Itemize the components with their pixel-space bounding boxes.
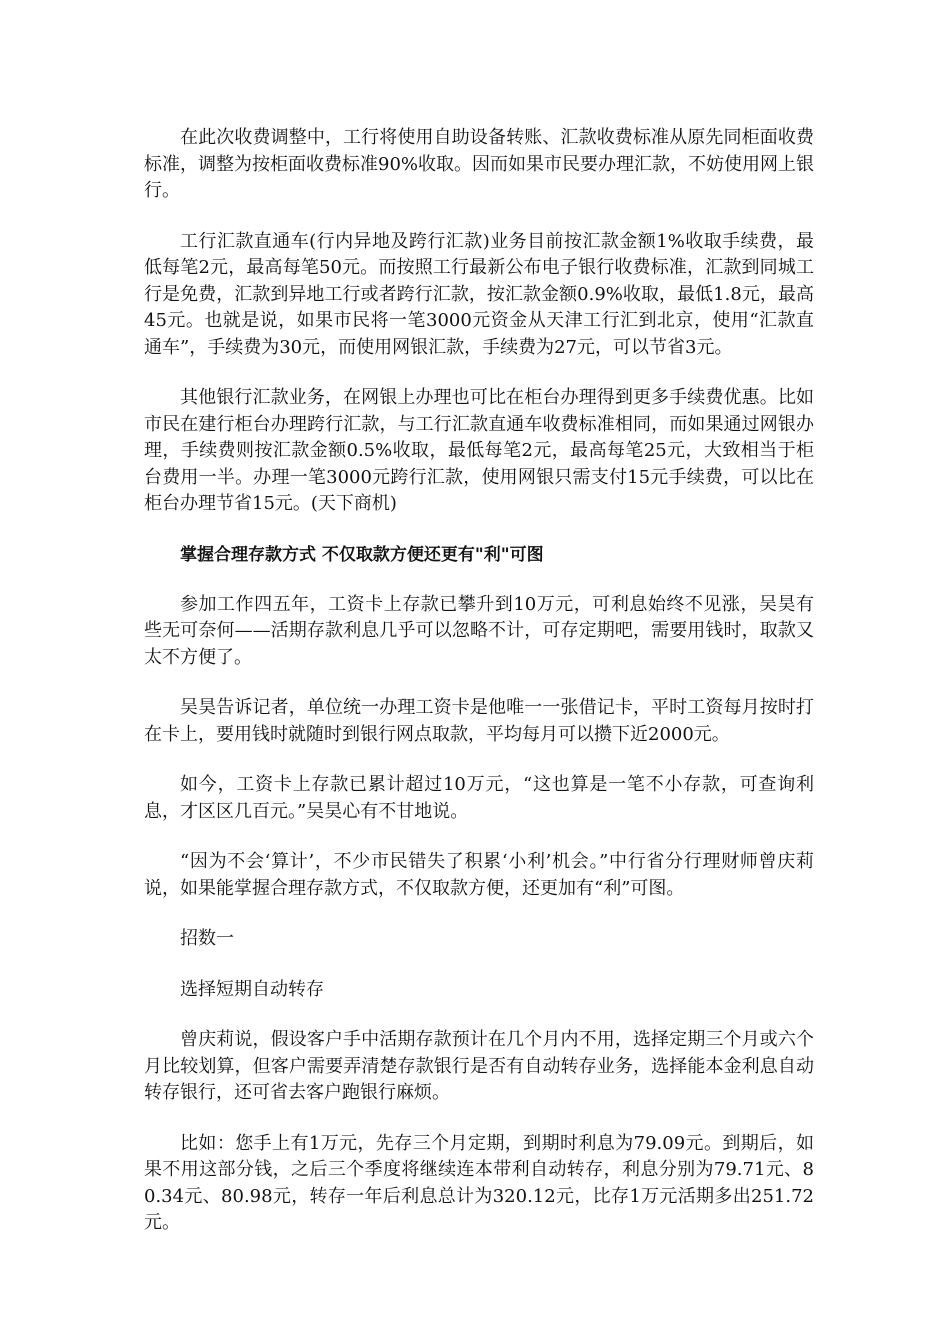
- paragraph-current-savings: 如今，工资卡上存款已累计超过10万元，“这也算是一笔不小存款，可查询利息，才区区几百元。”吴昊心有不甘地说。: [144, 774, 814, 822]
- paragraph-salary-card: 吴昊告诉记者，单位统一办理工资卡是他唯一一张借记卡，平时工资每月按时打在卡上，要用钱时就随时到银行网点取款，平均每月可以攒下近2000元。: [144, 697, 814, 745]
- tip-label: 招数一: [180, 928, 234, 949]
- paragraph-icbc-remittance: 工行汇款直通车(行内异地及跨行汇款)业务目前按汇款金额1%收取手续费，最低每笔2元，最高每笔50元。而按照工行最新公布电子银行收费标准，汇款到同城工行是免费，汇款到异地工行或者跨行汇款，按汇款金额0.9%收取，最低1.8元，最高45元。也就是说，如果市民将一笔3000元资金从天津工行汇到北京，使用“汇款直通车”，手续费为30元，而使用网银汇款，手续费为27元，可以节省3元。: [144, 230, 814, 358]
- paragraph-other-banks: 其他银行汇款业务，在网银上办理也可比在柜台办理得到更多手续费优惠。比如市民在建行柜台办理跨行汇款，与工行汇款直通车收费标准相同，而如果通过网银办理，手续费则按汇款金额0.5%收取，最低每笔2元，最高每笔25元，大致相当于柜台费用一半。办理一笔3000元跨行汇款，使用网银只需支付15元手续费，可以比在柜台办理节省15元。(天下商机): [144, 387, 814, 514]
- paragraph-advisor-quote: “因为不会‘算计’，不少市民错失了积累‘小利’机会。”中行省分行理财师曾庆莉说，如果能掌握合理存款方式，不仅取款方便，还更加有“利”可图。: [144, 851, 814, 899]
- paragraph-fee-adjustment: 在此次收费调整中，工行将使用自助设备转账、汇款收费标准从原先同柜面收费标准，调整为按柜面收费标准90%收取。因而如果市民要办理汇款，不妨使用网上银行。: [144, 127, 815, 201]
- paragraph-example: 比如：您手上有1万元，先存三个月定期，到期时利息为79.09元。到期后，如果不用这部分钱，之后三个季度将继续连本带利自动转存，利息分别为79.71元、80.34元、80.98元，转存一年后利息总计为320.12元，比存1万元活期多出251.72元。: [144, 1132, 814, 1233]
- section-heading: 掌握合理存款方式 不仅取款方便还更有"利"可图: [180, 544, 544, 565]
- paragraph-wu-hao-intro: 参加工作四五年，工资卡上存款已攀升到10万元，可利息始终不见涨，吴昊有些无可奈何——活期存款利息几乎可以忽略不计，可存定期吧，需要用钱时，取款又太不方便了。: [144, 593, 814, 668]
- document-body: [144, 125, 814, 1261]
- tip-title: 选择短期自动转存: [180, 978, 324, 1000]
- paragraph-auto-rollover: 曾庆莉说，假设客户手中活期存款预计在几个月内不用，选择定期三个月或六个月比较划算，但客户需要弄清楚存款银行是否有自动转存业务，选择能本金利息自动转存银行，还可省去客户跑银行麻烦。: [144, 1029, 814, 1103]
